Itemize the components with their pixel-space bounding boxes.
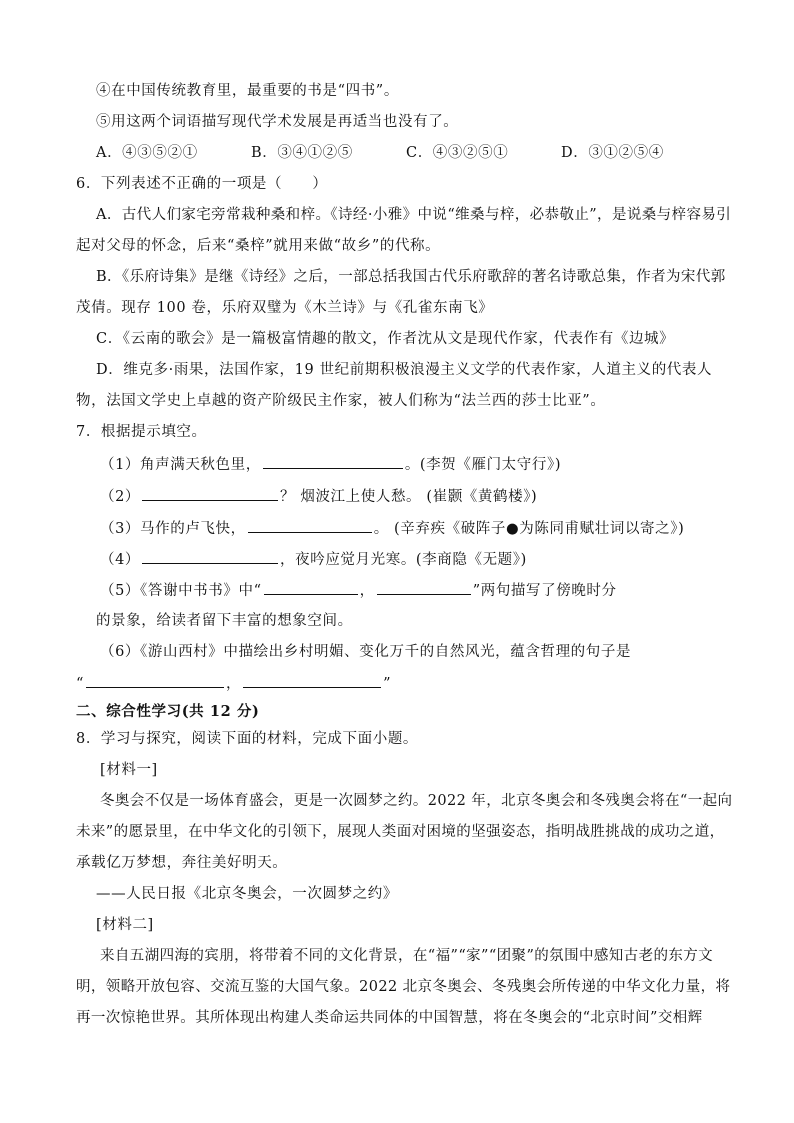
q7-fill-5-line2: 的景象，给读者留下丰富的想象空间。 — [96, 613, 353, 629]
q7-fill-2-prefix: （2） — [100, 489, 141, 505]
material-2-line1: 来自五湖四海的宾朋，将带着不同的文化背景，在“福”“家”“团聚”的氛围中感知古老的东方文 — [100, 948, 714, 964]
section-2-heading: 二、综合性学习(共 12 分) — [76, 703, 260, 720]
q7-fill-6-open-quote: “ — [76, 676, 85, 692]
q6-stem: 6．下列表述不正确的一项是（ ） — [76, 176, 328, 192]
q7-fill-2-blank[interactable] — [142, 486, 278, 501]
q7-fill-1-blank[interactable] — [263, 454, 403, 469]
material-1-line3: 承载亿万梦想，奔往美好明天。 — [76, 855, 288, 871]
q7-fill-6-blank-a[interactable] — [86, 673, 224, 688]
q6-option-d-line1: D．维克多·雨果，法国作家，19 世纪前期积极浪漫主义文学的代表作家，人道主义的代表人 — [96, 362, 713, 378]
q7-fill-6-comma: ， — [226, 676, 242, 692]
q7-fill-5-blank-b[interactable] — [377, 580, 471, 595]
q7-fill-6-line2 — [76, 673, 391, 694]
q7-stem: 7．根据提示填空。 — [76, 424, 207, 440]
q5-option-a: A．④③⑤②① — [96, 145, 198, 161]
q7-fill-2-suffix: ？ 烟波江上使人愁。 (崔颢《黄鹤楼》) — [280, 489, 538, 505]
q6-option-a-line2: 起对父母的怀念，后来“桑梓”就用来做“故乡”的代称。 — [76, 238, 441, 254]
q7-fill-5-prefix: （5）《答谢中书书》中“ — [100, 583, 262, 599]
q8-stem: 8．学习与探究，阅读下面的材料，完成下面小题。 — [76, 731, 419, 747]
q6-option-c: C．《云南的歌会》是一篇极富情趣的散文，作者沈从文是现代作家，代表作有《边城》 — [96, 331, 675, 347]
q7-fill-5-blank-a[interactable] — [264, 580, 358, 595]
q6-option-b-line2: 茂倩。现存 100 卷，乐府双璧为《木兰诗》与《孔雀东南飞》 — [76, 300, 494, 316]
q7-fill-3-suffix: 。 (辛弃疾《破阵子●为陈同甫赋壮词以寄之》) — [373, 521, 685, 537]
q7-fill-4-blank[interactable] — [142, 549, 278, 564]
q7-fill-4-prefix: （4） — [100, 552, 141, 568]
q6-option-a-line1: A．古代人们家宅旁常栽种桑和梓。《诗经·小雅》中说“维桑与梓，必恭敬止”，是说桑与梓容易引 — [96, 207, 732, 223]
q5-item-4: ④在中国传统教育里，最重要的书是“四书”。 — [96, 83, 399, 99]
material-1-source: ——人民日报《北京冬奥会，一次圆梦之约》 — [96, 886, 398, 902]
q7-fill-5-comma: ， — [359, 583, 375, 599]
q7-fill-4-suffix: ，夜吟应觉月光寒。(李商隐《无题》) — [280, 552, 527, 568]
material-2-line2: 明，领略开放包容、交流互鉴的大国气象。2022 北京冬奥会、冬残奥会所传递的中华文化力量，将 — [76, 979, 731, 995]
q7-fill-3 — [100, 518, 684, 539]
material-1-line1: 冬奥会不仅是一场体育盛会，更是一次圆梦之约。2022 年，北京冬奥会和冬残奥会将在“一起向 — [100, 793, 733, 809]
q7-fill-1-prefix: （1）角声满天秋色里， — [100, 457, 261, 473]
q7-fill-6-line1: （6）《游山西村》中描绘出乡村明媚、变化万千的自然风光，蕴含哲理的句子是 — [100, 644, 632, 660]
q5-option-d: D．③①②⑤④ — [561, 145, 664, 161]
q7-fill-5-suffix: ”两句描写了傍晚时分 — [472, 583, 617, 599]
material-2-line3: 再一次惊艳世界。其所体现出构建人类命运共同体的中国智慧，将在冬奥会的“北京时间”交相辉 — [76, 1010, 703, 1026]
q7-fill-6-blank-b[interactable] — [243, 673, 381, 688]
q7-fill-1 — [100, 454, 561, 475]
q5-item-5: ⑤用这两个词语描写现代学术发展是再适当也没有了。 — [96, 114, 459, 130]
material-1-line2: 未来”的愿景里，在中华文化的引领下，展现人类面对困境的坚强姿态，指明战胜挑战的成功之道， — [76, 824, 725, 840]
q7-fill-2 — [100, 486, 537, 507]
q7-fill-5 — [100, 580, 617, 601]
q7-fill-3-blank[interactable] — [248, 518, 372, 533]
q5-option-c: C．④③②⑤① — [406, 145, 509, 161]
material-1-label: [材料一] — [100, 762, 158, 778]
q7-fill-3-prefix: （3）马作的卢飞快， — [100, 521, 246, 537]
q7-fill-4 — [100, 549, 527, 570]
q6-option-d-line2: 物，法国文学史上卓越的资产阶级民主作家，被人们称为“法兰西的莎士比亚”。 — [76, 393, 606, 409]
q7-fill-6-close-quote: ” — [383, 676, 392, 692]
q6-option-b-line1: B．《乐府诗集》是继《诗经》之后，一部总括我国古代乐府歌辞的著名诗歌总集，作者为宋代郭 — [96, 269, 726, 285]
material-2-label: [材料二] — [96, 917, 154, 933]
q5-options — [96, 143, 664, 163]
q5-option-b: B．③④①②⑤ — [251, 145, 353, 161]
q7-fill-1-suffix: 。(李贺《雁门太守行》) — [404, 457, 562, 473]
